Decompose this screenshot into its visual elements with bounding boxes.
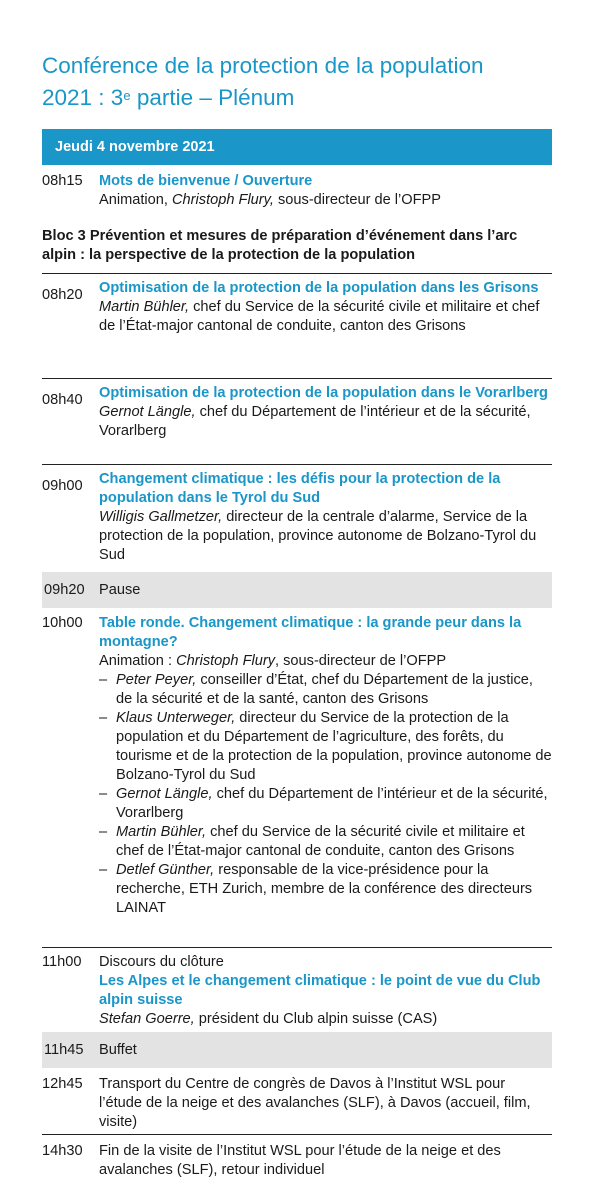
speaker-role: directeur de la centrale d’alarme, Service de la protection de la population, province autonome de Bolzano-Tyrol du Sud: [99, 509, 537, 563]
session-body: [99, 279, 552, 336]
session-speaker: [99, 298, 552, 336]
session-0900: [42, 464, 552, 565]
speaker-name: Christoph Flury: [176, 653, 276, 669]
session-0815: [42, 172, 552, 210]
panel-list: [99, 671, 552, 918]
panelist-name: Detlef Günther,: [116, 862, 215, 878]
session-1100: [42, 947, 552, 1029]
panelist: [99, 861, 552, 918]
dash: –: [99, 862, 108, 878]
session-speaker: [99, 191, 552, 210]
session-time: 08h20: [42, 287, 83, 303]
session-0920-pause: [42, 572, 552, 608]
title-part: partie – Plénum: [130, 85, 295, 110]
speaker-role: chef du Département de l’intérieur et de la sécurité, Vorarlberg: [99, 404, 531, 439]
session-body: Transport du Centre de congrès de Davos à l’Institut WSL pour l’étude de la neige et des avalanches (SLF), à Davos (accueil, film, visite): [99, 1076, 531, 1130]
session-title: Changement climatique : les défis pour la protection de la population dans le Tyrol du Sud: [99, 471, 501, 506]
session-intro: Discours du clôture: [99, 954, 224, 970]
panelist: [99, 671, 552, 709]
session-title: Mots de bienvenue / Ouverture: [99, 173, 313, 189]
panelist: [99, 823, 552, 861]
bloc-heading: Bloc 3 Prévention et mesures de préparation d’événement dans l’arc alpin : la perspective de la protection de la population: [42, 228, 518, 263]
session-title: Optimisation de la protection de la population dans le Vorarlberg: [99, 385, 548, 401]
panelist: [99, 785, 552, 823]
session-time: 11h45: [44, 1042, 84, 1058]
page-title: [42, 50, 562, 114]
session-time: 14h30: [42, 1143, 83, 1159]
session-time: 08h40: [42, 392, 83, 408]
panelist-name: Martin Bühler,: [116, 824, 207, 840]
speaker-name: Gernot Längle,: [99, 404, 196, 420]
panelist-role: chef du Département de l’intérieur et de la sécurité, Vorarlberg: [116, 786, 548, 821]
session-0820: [42, 273, 552, 336]
panelist-role: conseiller d’État, chef du Département de la justice, de la sécurité et de la santé, canton des Grisons: [116, 672, 533, 707]
title-line-2: [42, 82, 562, 114]
session-body: Pause: [99, 582, 141, 598]
session-speaker: [99, 403, 552, 441]
title-line-1: Conférence de la protection de la population: [42, 53, 484, 78]
session-body: [99, 953, 552, 1029]
panelist-name: Klaus Unterweger,: [116, 710, 236, 726]
session-body: [99, 172, 552, 210]
speaker-prefix: Animation,: [99, 192, 173, 208]
title-superscript: e: [123, 88, 131, 103]
session-time: 10h00: [42, 615, 83, 631]
speaker-prefix: Animation :: [99, 653, 177, 669]
session-time: 08h15: [42, 173, 83, 189]
panelist-name: Gernot Längle,: [116, 786, 213, 802]
speaker-role: président du Club alpin suisse (CAS): [194, 1011, 438, 1027]
session-0840: [42, 378, 552, 441]
dash: –: [99, 672, 108, 688]
speaker-name: Martin Bühler,: [99, 299, 190, 315]
panelist-name: Peter Peyer,: [116, 672, 197, 688]
session-time: 12h45: [42, 1076, 83, 1092]
session-body: [99, 384, 552, 441]
session-speaker: [99, 508, 552, 565]
session-time: 09h20: [44, 582, 85, 598]
panelist-role: directeur du Service de la protection de la population et du Département de l’agriculture, des forêts, du tourisme et de la protection de la population, province autonome de Bolzano-Tyrol du Sud: [116, 710, 552, 783]
session-body: [99, 614, 552, 918]
speaker-role: , sous-directeur de l’OFPP: [275, 653, 447, 669]
day-header: Jeudi 4 novembre 2021: [42, 129, 552, 165]
session-1145-buffet: [42, 1032, 552, 1068]
session-1000: [42, 614, 552, 918]
dash: –: [99, 710, 108, 726]
dash: –: [99, 786, 108, 802]
speaker-role: chef du Service de la sécurité civile et militaire et chef de l’État-major cantonal de conduite, canton des Grisons: [99, 299, 540, 334]
dash: –: [99, 824, 108, 840]
session-time: 09h00: [42, 478, 83, 494]
session-body: [99, 470, 552, 565]
session-title: Table ronde. Changement climatique : la grande peur dans la montagne?: [99, 615, 522, 650]
session-body: Buffet: [99, 1042, 137, 1058]
session-title: Optimisation de la protection de la population dans les Grisons: [99, 280, 539, 296]
speaker-name: Christoph Flury,: [172, 192, 274, 208]
session-title: Les Alpes et le changement climatique : le point de vue du Club alpin suisse: [99, 973, 541, 1008]
panelist-role: chef du Service de la sécurité civile et militaire et chef de l’État-major cantonal de conduite, canton des Grisons: [116, 824, 525, 859]
speaker-name: Stefan Goerre,: [99, 1011, 195, 1027]
panelist-role: responsable de la vice-présidence pour la recherche, ETH Zurich, membre de la conférence des directeurs LAINAT: [116, 862, 533, 916]
session-1245: [42, 1075, 552, 1132]
session-body: Fin de la visite de l’Institut WSL pour l’étude de la neige et des avalanches (SLF), retour individuel: [99, 1143, 501, 1178]
speaker-name: Willigis Gallmetzer,: [99, 509, 223, 525]
title-year: 2021 : 3: [42, 85, 124, 110]
session-speaker: [99, 1010, 552, 1029]
panelist: [99, 709, 552, 785]
speaker-role: sous-directeur de l’OFPP: [273, 192, 442, 208]
session-speaker: [99, 652, 552, 671]
session-1430: [42, 1134, 552, 1180]
session-time: 11h00: [42, 954, 82, 970]
